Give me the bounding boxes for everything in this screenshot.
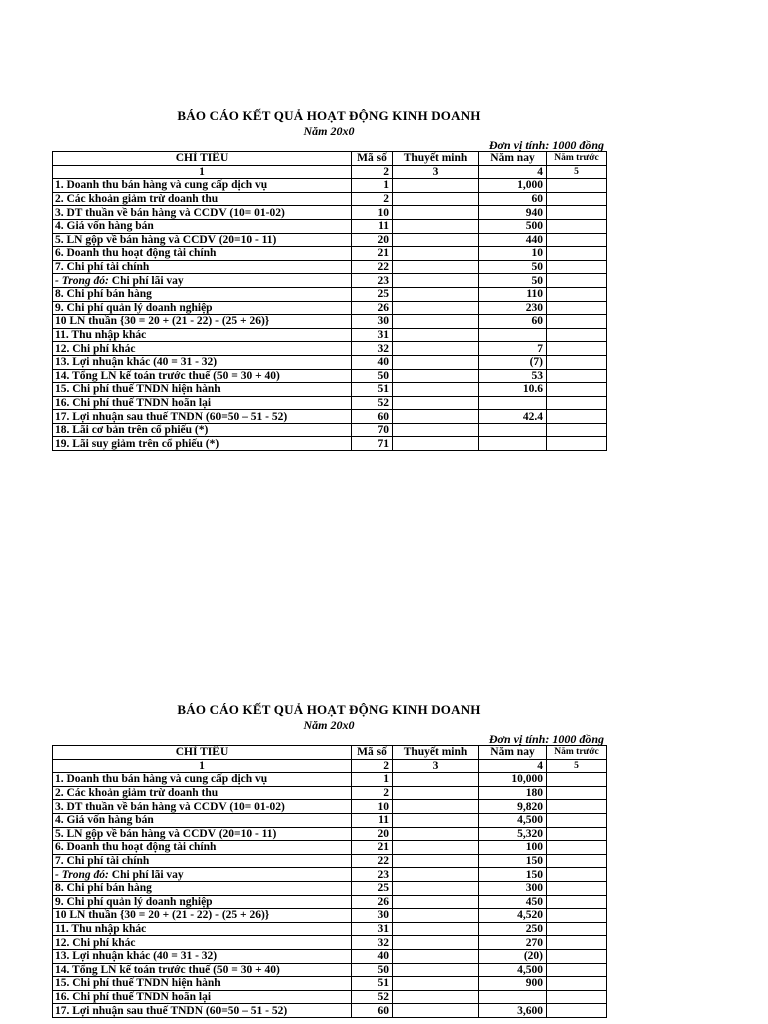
row-previous-year bbox=[547, 854, 607, 868]
row-code: 71 bbox=[352, 437, 393, 451]
row-current-year: 10 bbox=[479, 247, 547, 261]
column-number: 5 bbox=[547, 165, 607, 179]
column-number-row bbox=[53, 759, 607, 773]
table-row bbox=[53, 936, 607, 950]
header-current-year: Năm nay bbox=[479, 152, 547, 166]
row-indicator-prefix: - Trong đó: bbox=[55, 868, 109, 881]
row-note bbox=[393, 868, 479, 882]
row-current-year: 250 bbox=[479, 922, 547, 936]
row-current-year: 3,600 bbox=[479, 1004, 547, 1018]
row-current-year: 900 bbox=[479, 977, 547, 991]
column-number: 5 bbox=[547, 759, 607, 773]
row-previous-year bbox=[547, 841, 607, 855]
header-code: Mã số bbox=[352, 746, 393, 760]
row-current-year: 180 bbox=[479, 786, 547, 800]
row-code: 51 bbox=[352, 383, 393, 397]
row-indicator: 2. Các khoản giảm trừ doanh thu bbox=[53, 786, 352, 800]
row-previous-year bbox=[547, 1004, 607, 1018]
row-note bbox=[393, 827, 479, 841]
row-code: 20 bbox=[352, 827, 393, 841]
row-note bbox=[393, 274, 479, 288]
row-note bbox=[393, 179, 479, 193]
row-current-year: 4,500 bbox=[479, 813, 547, 827]
row-indicator: 11. Thu nhập khác bbox=[53, 922, 352, 936]
row-note bbox=[393, 909, 479, 923]
row-current-year: 10.6 bbox=[479, 383, 547, 397]
row-code: 40 bbox=[352, 355, 393, 369]
row-note bbox=[393, 192, 479, 206]
header-note: Thuyết minh bbox=[393, 746, 479, 760]
table-row bbox=[53, 383, 607, 397]
report-title: BÁO CÁO KẾT QUẢ HOẠT ĐỘNG KINH DOANH bbox=[177, 702, 481, 717]
row-note bbox=[393, 841, 479, 855]
row-note bbox=[393, 922, 479, 936]
row-previous-year bbox=[547, 355, 607, 369]
report-unit: Đơn vị tính: 1000 đồng bbox=[488, 138, 604, 152]
row-previous-year bbox=[547, 369, 607, 383]
row-indicator: 16. Chi phí thuế TNDN hoãn lại bbox=[53, 396, 352, 410]
report-title: BÁO CÁO KẾT QUẢ HOẠT ĐỘNG KINH DOANH bbox=[177, 108, 481, 123]
table-row bbox=[53, 922, 607, 936]
row-indicator: 17. Lợi nhuận sau thuế TNDN (60=50 – 51 - 52) bbox=[53, 410, 352, 424]
column-number-row bbox=[53, 165, 607, 179]
table-row bbox=[53, 396, 607, 410]
row-indicator: 4. Giá vốn hàng bán bbox=[53, 813, 352, 827]
row-indicator: 12. Chi phí khác bbox=[53, 342, 352, 356]
row-code: 22 bbox=[352, 260, 393, 274]
table-row bbox=[53, 963, 607, 977]
table-row bbox=[53, 260, 607, 274]
row-current-year: (7) bbox=[479, 355, 547, 369]
row-indicator: 16. Chi phí thuế TNDN hoãn lại bbox=[53, 990, 352, 1004]
row-previous-year bbox=[547, 396, 607, 410]
row-code: 11 bbox=[352, 813, 393, 827]
row-current-year: 10,000 bbox=[479, 773, 547, 787]
row-current-year: 5,320 bbox=[479, 827, 547, 841]
table-row bbox=[53, 786, 607, 800]
table-body bbox=[53, 179, 607, 451]
row-note bbox=[393, 800, 479, 814]
header-previous-year: Năm trước bbox=[547, 152, 607, 166]
row-current-year: 270 bbox=[479, 936, 547, 950]
row-indicator-prefix: - Trong đó: bbox=[55, 274, 109, 287]
table-row bbox=[53, 881, 607, 895]
header-note: Thuyết minh bbox=[393, 152, 479, 166]
row-note bbox=[393, 854, 479, 868]
row-note bbox=[393, 949, 479, 963]
row-current-year: 50 bbox=[479, 260, 547, 274]
table-row bbox=[53, 192, 607, 206]
row-note bbox=[393, 773, 479, 787]
row-code: 26 bbox=[352, 301, 393, 315]
row-note bbox=[393, 410, 479, 424]
row-indicator: 8. Chi phí bán hàng bbox=[53, 287, 352, 301]
table-row bbox=[53, 219, 607, 233]
table-row bbox=[53, 206, 607, 220]
row-previous-year bbox=[547, 895, 607, 909]
table-row bbox=[53, 342, 607, 356]
row-note bbox=[393, 1004, 479, 1018]
column-number: 1 bbox=[53, 759, 352, 773]
row-current-year: 440 bbox=[479, 233, 547, 247]
row-previous-year bbox=[547, 274, 607, 288]
row-previous-year bbox=[547, 990, 607, 1004]
row-note bbox=[393, 301, 479, 315]
row-indicator: 17. Lợi nhuận sau thuế TNDN (60=50 – 51 - 52) bbox=[53, 1004, 352, 1018]
row-code: 31 bbox=[352, 328, 393, 342]
row-previous-year bbox=[547, 813, 607, 827]
income-statement-table bbox=[52, 151, 607, 451]
row-code: 10 bbox=[352, 206, 393, 220]
table-row bbox=[53, 841, 607, 855]
row-note bbox=[393, 260, 479, 274]
row-note bbox=[393, 369, 479, 383]
row-code: 70 bbox=[352, 423, 393, 437]
row-previous-year bbox=[547, 179, 607, 193]
row-indicator: 7. Chi phí tài chính bbox=[53, 854, 352, 868]
row-current-year: 230 bbox=[479, 301, 547, 315]
row-current-year: 60 bbox=[479, 192, 547, 206]
row-previous-year bbox=[547, 328, 607, 342]
row-code: 30 bbox=[352, 909, 393, 923]
row-code: 50 bbox=[352, 369, 393, 383]
row-indicator: 5. LN gộp về bán hàng và CCDV (20=10 - 11) bbox=[53, 827, 352, 841]
row-current-year: 60 bbox=[479, 315, 547, 329]
row-indicator: 11. Thu nhập khác bbox=[53, 328, 352, 342]
row-indicator: 15. Chi phí thuế TNDN hiện hành bbox=[53, 977, 352, 991]
row-code: 51 bbox=[352, 977, 393, 991]
row-indicator: 5. LN gộp về bán hàng và CCDV (20=10 - 11) bbox=[53, 233, 352, 247]
row-note bbox=[393, 342, 479, 356]
table-row bbox=[53, 355, 607, 369]
row-indicator: 19. Lãi suy giảm trên cổ phiếu (*) bbox=[53, 437, 352, 451]
row-code: 32 bbox=[352, 342, 393, 356]
row-indicator: 4. Giá vốn hàng bán bbox=[53, 219, 352, 233]
row-note bbox=[393, 990, 479, 1004]
row-code: 30 bbox=[352, 315, 393, 329]
table-row bbox=[53, 328, 607, 342]
row-note bbox=[393, 206, 479, 220]
column-number: 4 bbox=[479, 759, 547, 773]
column-number: 1 bbox=[53, 165, 352, 179]
table-row bbox=[53, 437, 607, 451]
row-note bbox=[393, 233, 479, 247]
header-code: Mã số bbox=[352, 152, 393, 166]
row-note bbox=[393, 315, 479, 329]
row-code: 23 bbox=[352, 274, 393, 288]
table-row bbox=[53, 233, 607, 247]
row-note bbox=[393, 813, 479, 827]
row-previous-year bbox=[547, 437, 607, 451]
row-current-year: 300 bbox=[479, 881, 547, 895]
row-code: 40 bbox=[352, 949, 393, 963]
row-previous-year bbox=[547, 287, 607, 301]
row-previous-year bbox=[547, 315, 607, 329]
row-code: 52 bbox=[352, 396, 393, 410]
row-code: 21 bbox=[352, 841, 393, 855]
row-code: 52 bbox=[352, 990, 393, 1004]
row-current-year: 9,820 bbox=[479, 800, 547, 814]
table-row bbox=[53, 949, 607, 963]
row-indicator bbox=[53, 868, 352, 882]
row-note bbox=[393, 355, 479, 369]
table-row bbox=[53, 1004, 607, 1018]
report-unit: Đơn vị tính: 1000 đồng bbox=[488, 732, 604, 746]
row-code: 25 bbox=[352, 881, 393, 895]
column-number: 4 bbox=[479, 165, 547, 179]
row-code: 10 bbox=[352, 800, 393, 814]
row-note bbox=[393, 247, 479, 261]
row-previous-year bbox=[547, 301, 607, 315]
header-indicator: CHỈ TIÊU bbox=[53, 152, 352, 166]
table-row bbox=[53, 773, 607, 787]
row-current-year: 940 bbox=[479, 206, 547, 220]
row-current-year: 53 bbox=[479, 369, 547, 383]
row-previous-year bbox=[547, 827, 607, 841]
row-indicator: 1. Doanh thu bán hàng và cung cấp dịch vụ bbox=[53, 179, 352, 193]
row-current-year: 100 bbox=[479, 841, 547, 855]
row-previous-year bbox=[547, 219, 607, 233]
row-code: 50 bbox=[352, 963, 393, 977]
table-row bbox=[53, 800, 607, 814]
table-row bbox=[53, 854, 607, 868]
row-note bbox=[393, 936, 479, 950]
row-current-year: 42.4 bbox=[479, 410, 547, 424]
row-note bbox=[393, 383, 479, 397]
row-previous-year bbox=[547, 206, 607, 220]
row-indicator: 3. DT thuần về bán hàng và CCDV (10= 01-02) bbox=[53, 800, 352, 814]
table-row bbox=[53, 247, 607, 261]
row-previous-year bbox=[547, 192, 607, 206]
row-indicator: 1. Doanh thu bán hàng và cung cấp dịch vụ bbox=[53, 773, 352, 787]
report-year: Năm 20x0 bbox=[303, 718, 355, 732]
row-code: 25 bbox=[352, 287, 393, 301]
row-current-year bbox=[479, 328, 547, 342]
table-row bbox=[53, 895, 607, 909]
table-row bbox=[53, 868, 607, 882]
row-indicator: 13. Lợi nhuận khác (40 = 31 - 32) bbox=[53, 355, 352, 369]
header-indicator: CHỈ TIÊU bbox=[53, 746, 352, 760]
row-note bbox=[393, 287, 479, 301]
row-indicator: 10 LN thuần {30 = 20 + (21 - 22) - (25 + 26)} bbox=[53, 909, 352, 923]
row-indicator: 15. Chi phí thuế TNDN hiện hành bbox=[53, 383, 352, 397]
row-current-year: 110 bbox=[479, 287, 547, 301]
row-code: 60 bbox=[352, 410, 393, 424]
row-note bbox=[393, 219, 479, 233]
row-note bbox=[393, 963, 479, 977]
row-code: 32 bbox=[352, 936, 393, 950]
row-previous-year bbox=[547, 936, 607, 950]
row-note bbox=[393, 881, 479, 895]
row-previous-year bbox=[547, 233, 607, 247]
row-indicator: 9. Chi phí quản lý doanh nghiệp bbox=[53, 301, 352, 315]
report-year: Năm 20x0 bbox=[303, 124, 355, 138]
row-code: 26 bbox=[352, 895, 393, 909]
row-current-year bbox=[479, 423, 547, 437]
column-number: 2 bbox=[352, 759, 393, 773]
row-indicator: 14. Tổng LN kế toán trước thuế (50 = 30 + 40) bbox=[53, 369, 352, 383]
header-row bbox=[53, 746, 607, 760]
row-indicator: 2. Các khoản giảm trừ doanh thu bbox=[53, 192, 352, 206]
table-row bbox=[53, 977, 607, 991]
row-previous-year bbox=[547, 260, 607, 274]
row-previous-year bbox=[547, 800, 607, 814]
row-previous-year bbox=[547, 423, 607, 437]
income-statement-table bbox=[52, 745, 607, 1018]
row-code: 31 bbox=[352, 922, 393, 936]
row-current-year bbox=[479, 437, 547, 451]
row-current-year: 4,520 bbox=[479, 909, 547, 923]
row-code: 2 bbox=[352, 786, 393, 800]
row-indicator: 9. Chi phí quản lý doanh nghiệp bbox=[53, 895, 352, 909]
table-row bbox=[53, 369, 607, 383]
header-previous-year: Năm trước bbox=[547, 746, 607, 760]
row-indicator-text: Chi phí lãi vay bbox=[108, 274, 184, 287]
table-row bbox=[53, 909, 607, 923]
row-note bbox=[393, 328, 479, 342]
header-current-year: Năm nay bbox=[479, 746, 547, 760]
table-row bbox=[53, 301, 607, 315]
row-previous-year bbox=[547, 881, 607, 895]
row-indicator: 7. Chi phí tài chính bbox=[53, 260, 352, 274]
row-current-year bbox=[479, 990, 547, 1004]
row-previous-year bbox=[547, 773, 607, 787]
row-code: 21 bbox=[352, 247, 393, 261]
row-current-year: 500 bbox=[479, 219, 547, 233]
column-number: 3 bbox=[393, 759, 479, 773]
row-previous-year bbox=[547, 977, 607, 991]
row-indicator bbox=[53, 274, 352, 288]
row-note bbox=[393, 423, 479, 437]
row-code: 20 bbox=[352, 233, 393, 247]
row-previous-year bbox=[547, 922, 607, 936]
row-current-year: (20) bbox=[479, 949, 547, 963]
row-note bbox=[393, 977, 479, 991]
table-body bbox=[53, 773, 607, 1018]
row-code: 60 bbox=[352, 1004, 393, 1018]
row-note bbox=[393, 895, 479, 909]
row-previous-year bbox=[547, 383, 607, 397]
row-current-year: 4,500 bbox=[479, 963, 547, 977]
row-current-year: 150 bbox=[479, 854, 547, 868]
row-current-year: 150 bbox=[479, 868, 547, 882]
table-row bbox=[53, 287, 607, 301]
row-code: 1 bbox=[352, 773, 393, 787]
row-current-year bbox=[479, 396, 547, 410]
header-row bbox=[53, 152, 607, 166]
table-row bbox=[53, 423, 607, 437]
row-indicator: 3. DT thuần về bán hàng và CCDV (10= 01-02) bbox=[53, 206, 352, 220]
row-note bbox=[393, 437, 479, 451]
row-previous-year bbox=[547, 909, 607, 923]
row-indicator: 6. Doanh thu hoạt động tài chính bbox=[53, 247, 352, 261]
row-previous-year bbox=[547, 342, 607, 356]
table-row bbox=[53, 813, 607, 827]
row-indicator: 13. Lợi nhuận khác (40 = 31 - 32) bbox=[53, 949, 352, 963]
row-indicator-text: Chi phí lãi vay bbox=[108, 868, 184, 881]
row-code: 22 bbox=[352, 854, 393, 868]
table-row bbox=[53, 179, 607, 193]
column-number: 3 bbox=[393, 165, 479, 179]
row-current-year: 1,000 bbox=[479, 179, 547, 193]
row-code: 11 bbox=[352, 219, 393, 233]
row-note bbox=[393, 396, 479, 410]
table-row bbox=[53, 827, 607, 841]
table-row bbox=[53, 990, 607, 1004]
row-previous-year bbox=[547, 786, 607, 800]
table-row bbox=[53, 274, 607, 288]
row-previous-year bbox=[547, 868, 607, 882]
row-indicator: 18. Lãi cơ bản trên cổ phiếu (*) bbox=[53, 423, 352, 437]
row-code: 1 bbox=[352, 179, 393, 193]
table-row bbox=[53, 410, 607, 424]
row-current-year: 7 bbox=[479, 342, 547, 356]
row-previous-year bbox=[547, 963, 607, 977]
row-previous-year bbox=[547, 410, 607, 424]
row-note bbox=[393, 786, 479, 800]
row-code: 2 bbox=[352, 192, 393, 206]
row-indicator: 8. Chi phí bán hàng bbox=[53, 881, 352, 895]
row-previous-year bbox=[547, 949, 607, 963]
row-code: 23 bbox=[352, 868, 393, 882]
row-indicator: 10 LN thuần {30 = 20 + (21 - 22) - (25 + 26)} bbox=[53, 315, 352, 329]
row-current-year: 50 bbox=[479, 274, 547, 288]
table-row bbox=[53, 315, 607, 329]
column-number: 2 bbox=[352, 165, 393, 179]
row-indicator: 14. Tổng LN kế toán trước thuế (50 = 30 + 40) bbox=[53, 963, 352, 977]
row-indicator: 12. Chi phí khác bbox=[53, 936, 352, 950]
row-indicator: 6. Doanh thu hoạt động tài chính bbox=[53, 841, 352, 855]
row-current-year: 450 bbox=[479, 895, 547, 909]
row-previous-year bbox=[547, 247, 607, 261]
